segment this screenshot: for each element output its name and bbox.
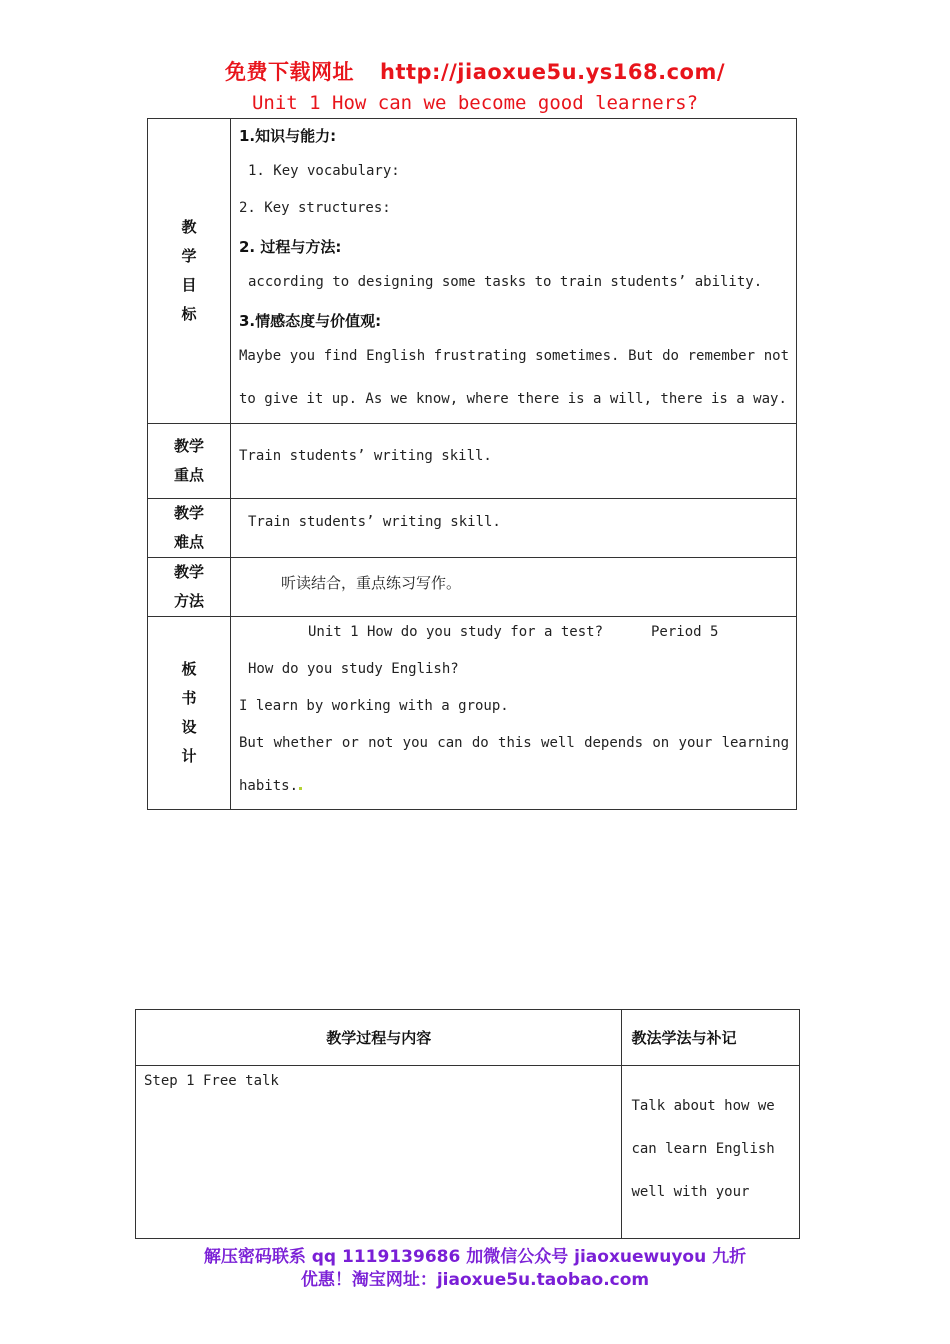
board-line-3: But whether or not you can do this well depends on your learning bbox=[239, 735, 789, 751]
step1-notes bbox=[622, 1066, 800, 1239]
objectives-content bbox=[231, 119, 797, 424]
board-title: Unit 1 How do you study for a test? bbox=[308, 624, 604, 640]
objectives-label: 教 学 目 标 bbox=[148, 119, 231, 424]
process-text: according to designing some tasks to train students’ ability. bbox=[248, 274, 763, 290]
key-point-row bbox=[148, 424, 797, 499]
attitude-line-1: Maybe you find English frustrating sometimes. But do remember not bbox=[239, 348, 789, 364]
knowledge-heading: 1.知识与能力: bbox=[239, 127, 337, 145]
board-line-2: I learn by working with a group. bbox=[239, 698, 509, 714]
attitude-heading: 3.情感态度与价值观: bbox=[239, 312, 382, 330]
key-vocabulary: 1. Key vocabulary: bbox=[248, 163, 400, 179]
footer-shop-link[interactable]: 优惠！淘宝网址：jiaoxue5u.taobao.com bbox=[300, 1270, 650, 1290]
board-design-row bbox=[148, 617, 797, 810]
board-period: Period 5 bbox=[651, 624, 719, 640]
step1-title: Step 1 Free talk bbox=[144, 1073, 279, 1089]
key-point-label: 教学 重点 bbox=[148, 424, 231, 499]
difficulty-content bbox=[231, 499, 797, 558]
method-row bbox=[148, 558, 797, 617]
download-url-link[interactable]: http://jiaoxue5u.ys168.com/ bbox=[380, 60, 725, 84]
process-header-row bbox=[136, 1010, 800, 1066]
unit-title: Unit 1 How can we become good learners? bbox=[251, 92, 699, 114]
notes-col-header: 教法学法与补记 bbox=[622, 1010, 800, 1066]
download-header bbox=[0, 56, 950, 86]
key-structures: 2. Key structures: bbox=[239, 200, 391, 216]
difficulty-text: Train students’ writing skill. bbox=[248, 514, 501, 530]
process-heading: 2. 过程与方法: bbox=[239, 238, 342, 256]
key-point-content bbox=[231, 424, 797, 499]
objectives-row bbox=[148, 119, 797, 424]
footer-contact: 解压密码联系 qq 1119139686 加微信公众号 jiaoxuewuyou 九折 bbox=[203, 1247, 747, 1267]
attitude-line-2: to give it up. As we know, where there is a will, there is a way. bbox=[239, 391, 787, 407]
method-label: 教学 方法 bbox=[148, 558, 231, 617]
key-point-text: Train students’ writing skill. bbox=[239, 448, 492, 464]
step1-row bbox=[136, 1066, 800, 1239]
board-line-4: habits. bbox=[239, 778, 302, 794]
difficulty-row bbox=[148, 499, 797, 558]
method-text: 听读结合，重点练习写作。 bbox=[281, 574, 462, 592]
note-line-2: can learn English bbox=[631, 1141, 775, 1157]
process-col-header: 教学过程与内容 bbox=[136, 1010, 622, 1066]
board-line-1: How do you study English? bbox=[248, 661, 459, 677]
difficulty-label: 教学 难点 bbox=[148, 499, 231, 558]
note-line-1: Talk about how we bbox=[631, 1098, 775, 1114]
note-line-3: well with your bbox=[631, 1184, 750, 1200]
method-content bbox=[231, 558, 797, 617]
process-table bbox=[135, 1009, 800, 1239]
step1-content bbox=[136, 1066, 622, 1239]
lesson-plan-table bbox=[147, 118, 797, 810]
board-design-label: 板 书 设 计 bbox=[148, 617, 231, 810]
free-download-label: 免费下载网址 bbox=[225, 60, 354, 84]
board-design-content bbox=[231, 617, 797, 810]
